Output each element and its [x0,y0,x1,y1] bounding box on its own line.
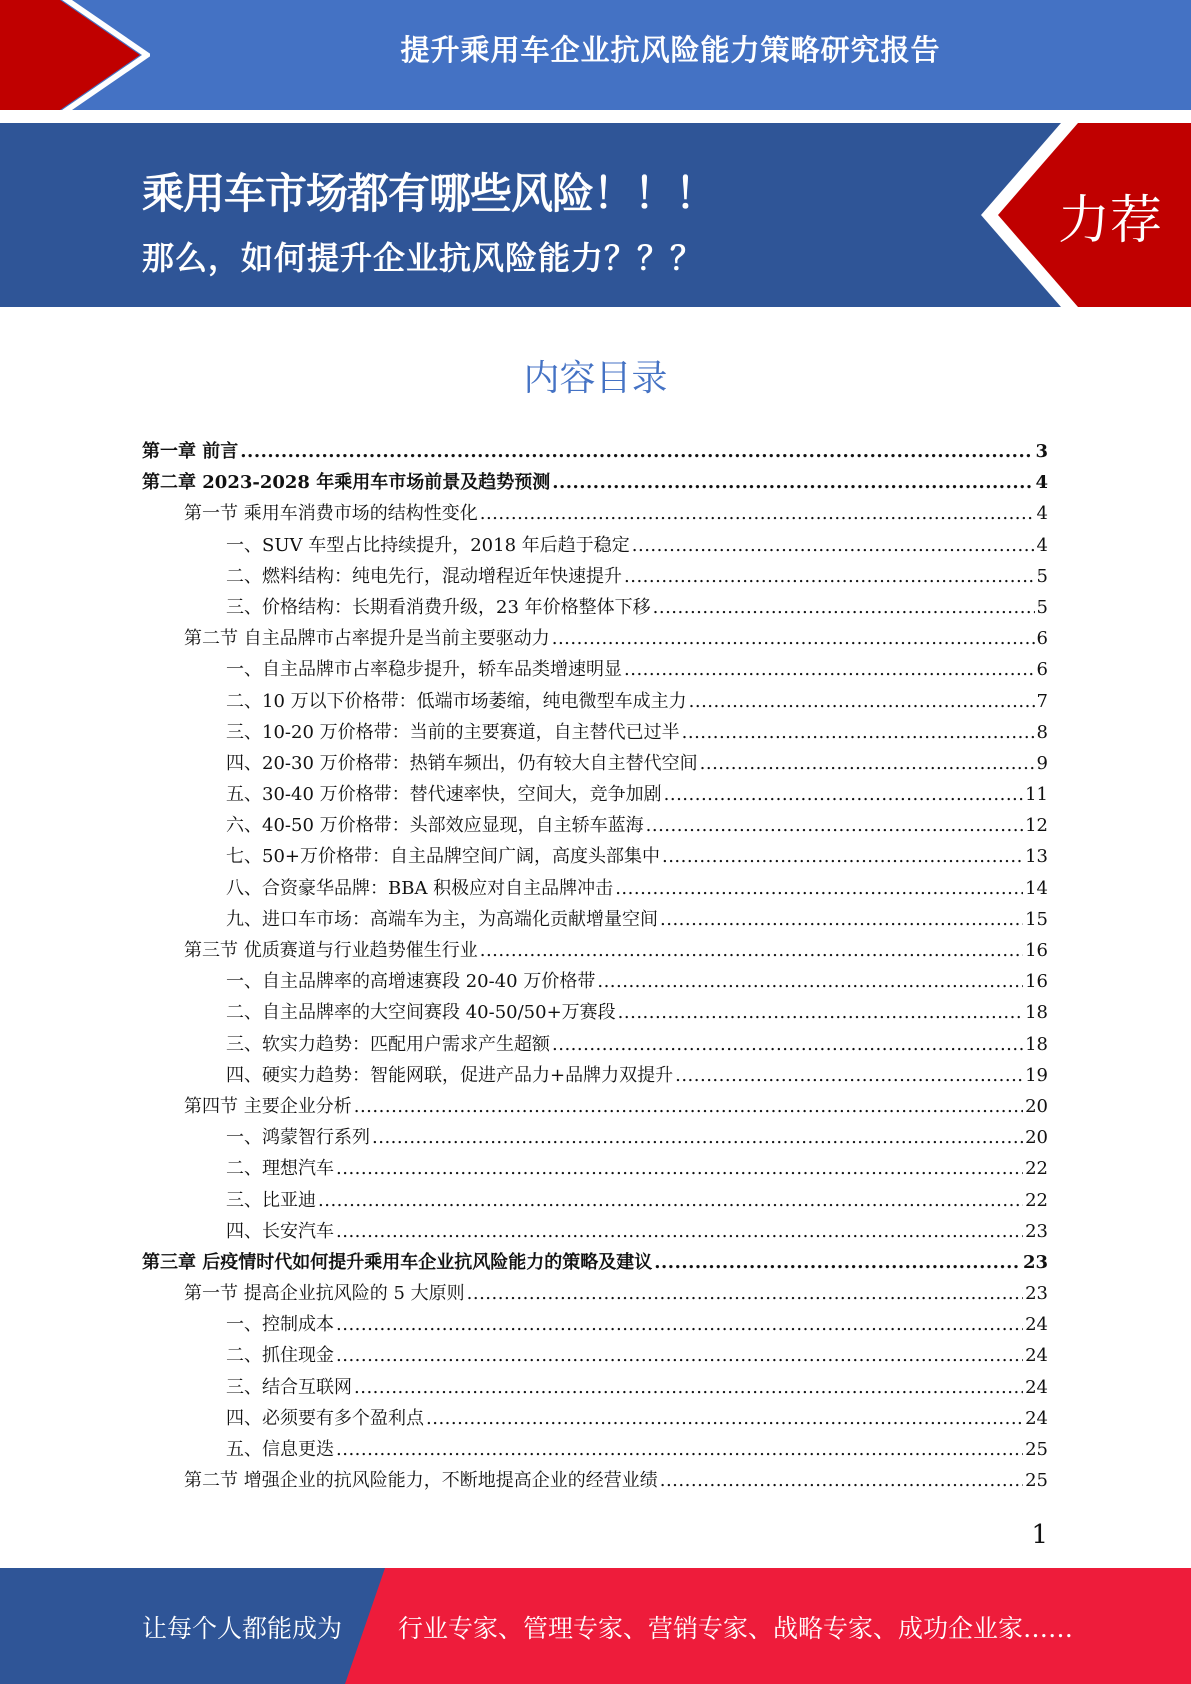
toc-dot-leader [624,566,1035,587]
toc-entry-title: 一、SUV 车型占比持续提升，2018 年后趋于稳定 [226,534,630,556]
toc-entry-title: 二、抓住现金 [226,1345,334,1367]
toc-entry-title: 第三章 后疫情时代如何提升乘用车企业抗风险能力的策略及建议 [142,1251,653,1273]
toc-entry-title: 第一节 提高企业抗风险的 5 大原则 [184,1283,465,1305]
toc-entry[interactable] [142,1404,1048,1435]
toc-entry-page: 18 [1025,1002,1048,1024]
toc-entry-title: 四、20-30 万价格带：热销车频出，仍有较大自主替代空间 [226,752,698,774]
toc-entry-page: 14 [1025,877,1048,899]
toc-entry-title: 一、自主品牌率的高增速赛段 20-40 万价格带 [226,971,596,993]
toc-dot-leader [615,878,1023,899]
report-header-bar [0,0,1191,110]
toc-entry[interactable] [142,998,1048,1029]
toc-entry-page: 24 [1025,1407,1048,1429]
toc-entry[interactable] [142,1092,1048,1123]
toc-entry-page: 20 [1025,1127,1048,1149]
toc-entry[interactable] [142,1061,1048,1092]
toc-entry-title: 四、必须要有多个盈利点 [226,1407,424,1429]
toc-list [142,437,1048,1497]
toc-entry-page: 9 [1036,752,1048,774]
recommend-badge: 力荐 [1058,191,1163,251]
toc-entry-title: 二、10 万以下价格带：低端市场萎缩，纯电微型车成主力 [226,690,687,712]
toc-entry-page: 22 [1025,1189,1048,1211]
toc-entry[interactable] [142,1154,1048,1185]
toc-entry[interactable] [142,1248,1048,1279]
toc-entry[interactable] [142,531,1048,562]
toc-entry-page: 18 [1025,1033,1048,1055]
toc-entry[interactable] [142,655,1048,686]
toc-entry[interactable] [142,593,1048,624]
toc-entry-page: 15 [1025,908,1048,930]
toc-entry-page: 23 [1025,1283,1048,1305]
toc-entry-title: 第三节 优质赛道与行业趋势催生行业 [184,940,478,961]
toc-dot-leader [662,846,1023,867]
toc-dot-leader [354,1377,1023,1398]
toc-entry[interactable] [142,1123,1048,1154]
toc-dot-leader [354,1096,1023,1117]
toc-dot-leader [552,1034,1023,1055]
toc-entry[interactable] [142,468,1048,499]
toc-entry-page: 25 [1025,1470,1048,1492]
toc-entry[interactable] [142,780,1048,811]
page-number: 1 [1031,1520,1048,1550]
slogan-right: 行业专家、管理专家、营销专家、战略专家、成功企业家…… [398,1614,1074,1643]
toc-entry-title: 五、信息更迭 [226,1439,334,1460]
toc-entry-page: 7 [1036,690,1048,712]
toc-dot-leader [660,1470,1023,1491]
toc-entry-page: 20 [1025,1095,1048,1117]
toc-entry[interactable] [142,687,1048,718]
toc-entry-page: 5 [1036,596,1048,618]
toc-entry[interactable] [142,967,1048,998]
toc-entry[interactable] [142,905,1048,936]
hero-banner [0,123,1191,307]
toc-dot-leader [336,1345,1023,1366]
toc-entry-page: 4 [1036,503,1048,525]
toc-entry[interactable] [142,1186,1048,1217]
toc-entry-page: 5 [1036,565,1048,587]
toc-entry-title: 第二节 增强企业的抗风险能力，不断地提高企业的经营业绩 [184,1470,658,1492]
toc-entry-title: 四、长安汽车 [226,1220,334,1242]
toc-dot-leader [372,1127,1023,1148]
toc-entry[interactable] [142,1373,1048,1404]
toc-entry-title: 二、燃料结构：纯电先行，混动增程近年快速提升 [226,565,622,587]
toc-entry-title: 三、比亚迪 [226,1189,316,1211]
toc-entry-title: 六、40-50 万价格带：头部效应显现，自主轿车蓝海 [226,815,644,837]
toc-dot-leader [618,1002,1023,1023]
toc-entry-page: 13 [1025,846,1048,868]
toc-dot-leader [336,1221,1023,1242]
headline-risks: 乘用车市场都有哪些风险！！！ [142,169,717,218]
toc-entry-title: 第一章 前言 [142,441,239,462]
report-title: 提升乘用车企业抗风险能力策略研究报告 [400,33,941,67]
headline-question: 那么，如何提升企业抗风险能力？？？ [142,239,704,277]
toc-dot-leader [654,1252,1021,1273]
toc-entry[interactable] [142,624,1048,655]
toc-entry-title: 九、进口车市场：高端车为主，为高端化贡献增量空间 [226,908,658,930]
red-chevron-icon [0,0,150,110]
toc-entry-page: 24 [1025,1345,1048,1367]
toc-entry-page: 19 [1025,1064,1048,1086]
toc-dot-leader [646,815,1023,836]
toc-entry-title: 第二章 2023-2028 年乘用车市场前景及趋势预测 [142,472,551,494]
toc-entry-page: 24 [1025,1376,1048,1398]
toc-entry-page: 11 [1025,784,1048,806]
slogan-left: 让每个人都能成为 [142,1614,343,1643]
toc-entry-page: 4 [1035,472,1048,494]
toc-entry[interactable] [142,437,1048,468]
toc-entry-page: 6 [1036,628,1048,650]
toc-entry-title: 一、自主品牌市占率稳步提升，轿车品类增速明显 [226,659,622,681]
toc-dot-leader [336,1439,1023,1460]
toc-entry-title: 二、自主品牌率的大空间赛段 40-50/50+万赛段 [226,1002,616,1024]
footer-slogan-bar [0,1568,1191,1684]
toc-entry[interactable] [142,811,1048,842]
toc-entry-title: 二、理想汽车 [226,1158,334,1180]
toc-dot-leader [664,784,1023,805]
toc-dot-leader [597,971,1023,992]
toc-entry-page: 6 [1036,659,1048,681]
toc-entry[interactable] [142,562,1048,593]
toc-dot-leader [467,1283,1023,1304]
toc-entry[interactable] [142,874,1048,905]
toc-entry-page: 23 [1025,1220,1048,1242]
toc-entry-title: 三、10-20 万价格带：当前的主要赛道，自主替代已过半 [226,721,680,743]
toc-entry-title: 七、50+万价格带：自主品牌空间广阔，高度头部集中 [226,846,660,868]
toc-heading: 内容目录 [523,358,668,399]
toc-entry[interactable] [142,1466,1048,1497]
toc-entry-title: 三、软实力趋势：匹配用户需求产生超额 [226,1033,550,1055]
toc-entry[interactable] [142,749,1048,780]
toc-entry-page: 8 [1036,721,1048,743]
toc-dot-leader [653,597,1035,618]
toc-entry-title: 第一节 乘用车消费市场的结构性变化 [184,503,478,525]
toc-entry[interactable] [142,1030,1048,1061]
toc-entry[interactable] [142,718,1048,749]
toc-dot-leader [426,1408,1023,1429]
toc-entry[interactable] [142,936,1048,967]
toc-dot-leader [480,503,1035,524]
toc-dot-leader [318,1190,1023,1211]
toc-entry-page: 25 [1025,1439,1048,1460]
toc-dot-leader [660,909,1023,930]
toc-entry-title: 五、30-40 万价格带：替代速率快，空间大，竞争加剧 [226,784,662,806]
toc-entry-page: 24 [1025,1314,1048,1336]
toc-entry-page: 22 [1025,1158,1048,1180]
toc-dot-leader [336,1158,1023,1179]
toc-entry-page: 4 [1036,534,1048,556]
toc-dot-leader [624,659,1035,680]
toc-entry-page: 16 [1025,971,1048,993]
toc-dot-leader [480,940,1023,961]
toc-dot-leader [700,753,1035,774]
toc-dot-leader [682,722,1035,743]
toc-entry[interactable] [142,1279,1048,1310]
toc-entry[interactable] [142,842,1048,873]
toc-dot-leader [336,1314,1023,1335]
toc-dot-leader [689,691,1035,712]
toc-dot-leader [552,628,1035,649]
toc-entry-title: 四、硬实力趋势：智能网联，促进产品力+品牌力双提升 [226,1064,674,1086]
toc-dot-leader [632,535,1035,556]
toc-dot-leader [675,1065,1023,1086]
toc-entry[interactable] [142,1435,1048,1466]
toc-entry-page: 16 [1025,940,1048,961]
toc-dot-leader [552,472,1033,493]
toc-entry[interactable] [142,1341,1048,1372]
toc-entry-title: 第四节 主要企业分析 [184,1095,352,1117]
toc-entry-title: 一、鸿蒙智行系列 [226,1127,370,1149]
toc-dot-leader [240,441,1033,462]
toc-entry-title: 第二节 自主品牌市占率提升是当前主要驱动力 [184,628,550,650]
toc-entry-title: 三、价格结构：长期看消费升级，23 年价格整体下移 [226,596,651,618]
toc-entry-page: 12 [1025,815,1048,837]
toc-entry-page: 3 [1035,441,1048,462]
toc-entry-title: 八、合资豪华品牌：BBA 积极应对自主品牌冲击 [226,877,614,899]
toc-entry[interactable] [142,1310,1048,1341]
toc-entry-page: 23 [1022,1251,1048,1273]
toc-entry-title: 一、控制成本 [226,1314,334,1336]
toc-entry-title: 三、结合互联网 [226,1376,352,1398]
toc-entry[interactable] [142,1217,1048,1248]
toc-entry[interactable] [142,499,1048,530]
